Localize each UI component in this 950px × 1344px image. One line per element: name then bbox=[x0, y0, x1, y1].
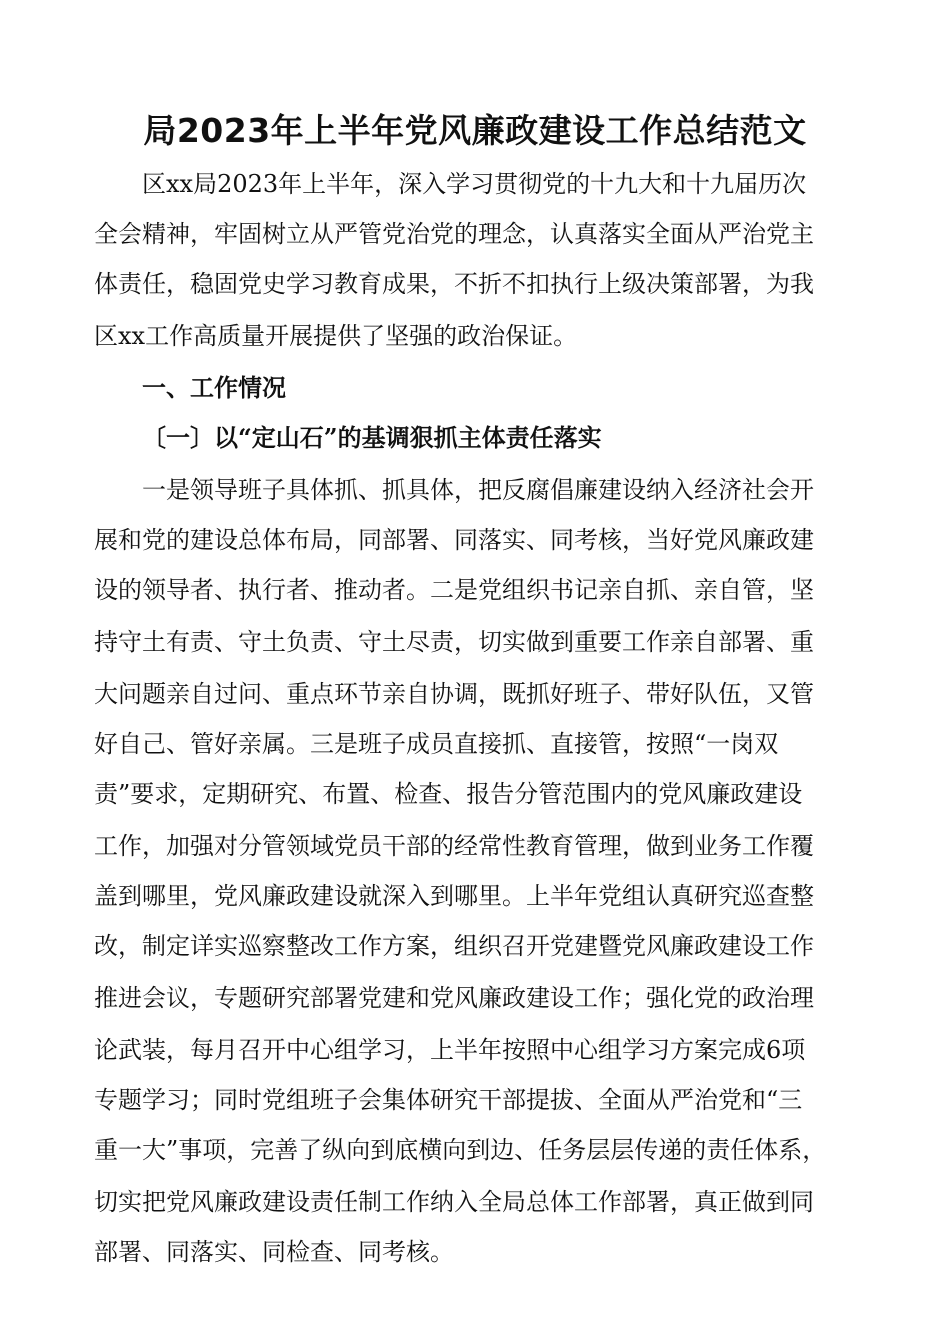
body-line-13: 专题学习；同时党组班子会集体研究干部提拔、全面从严治党和“三 bbox=[94, 1086, 803, 1114]
body-line-5: 大问题亲自过问、重点环节亲自协调，既抓好班子、带好队伍，又管 bbox=[94, 680, 814, 708]
document-title: 局2023年上半年党风廉政建设工作总结范文 bbox=[143, 111, 807, 150]
body-line-9: 盖到哪里，党风廉政建设就深入到哪里。上半年党组认真研究巡查整 bbox=[94, 882, 814, 910]
subsection-heading-1: 〔一〕以“定山石”的基调狠抓主体责任落实 bbox=[142, 423, 602, 452]
body-line-4: 持守土有责、守土负责、守土尽责，切实做到重要工作亲自部署、重 bbox=[94, 628, 814, 656]
body-line-2: 展和党的建设总体布局，同部署、同落实、同考核，当好党风廉政建 bbox=[94, 526, 814, 554]
body-line-15: 切实把党风廉政建设责任制工作纳入全局总体工作部署，真正做到同 bbox=[94, 1188, 814, 1216]
body-line-14: 重一大”事项，完善了纵向到底横向到边、任务层层传递的责任体系， bbox=[94, 1136, 827, 1164]
intro-line-2: 全会精神，牢固树立从严管党治党的理念，认真落实全面从严治党主 bbox=[94, 220, 814, 248]
body-line-8: 工作，加强对分管领域党员干部的经常性教育管理，做到业务工作覆 bbox=[94, 832, 814, 860]
body-line-10: 改，制定详实巡察整改工作方案，组织召开党建暨党风廉政建设工作 bbox=[94, 932, 814, 960]
intro-line-1: 区xx局2023年上半年，深入学习贯彻党的十九大和十九届历次 bbox=[142, 170, 807, 198]
body-line-1: 一是领导班子具体抓、抓具体，把反腐倡廉建设纳入经济社会开 bbox=[142, 476, 814, 504]
intro-line-4: 区xx工作高质量开展提供了坚强的政治保证。 bbox=[94, 322, 578, 350]
body-line-3: 设的领导者、执行者、推动者。二是党组织书记亲自抓、亲自管，坚 bbox=[94, 576, 814, 604]
section-heading-work-status: 一、工作情况 bbox=[142, 374, 286, 402]
body-line-16: 部署、同落实、同检查、同考核。 bbox=[94, 1238, 454, 1266]
body-line-6: 好自己、管好亲属。三是班子成员直接抓、直接管，按照“一岗双 bbox=[94, 730, 779, 758]
intro-line-3: 体责任，稳固党史学习教育成果，不折不扣执行上级决策部署，为我 bbox=[94, 270, 814, 298]
body-line-7: 责”要求，定期研究、布置、检查、报告分管范围内的党风廉政建设 bbox=[94, 780, 803, 808]
body-line-11: 推进会议，专题研究部署党建和党风廉政建设工作；强化党的政治理 bbox=[94, 984, 814, 1012]
body-line-12: 论武装，每月召开中心组学习，上半年按照中心组学习方案完成6项 bbox=[94, 1036, 806, 1064]
